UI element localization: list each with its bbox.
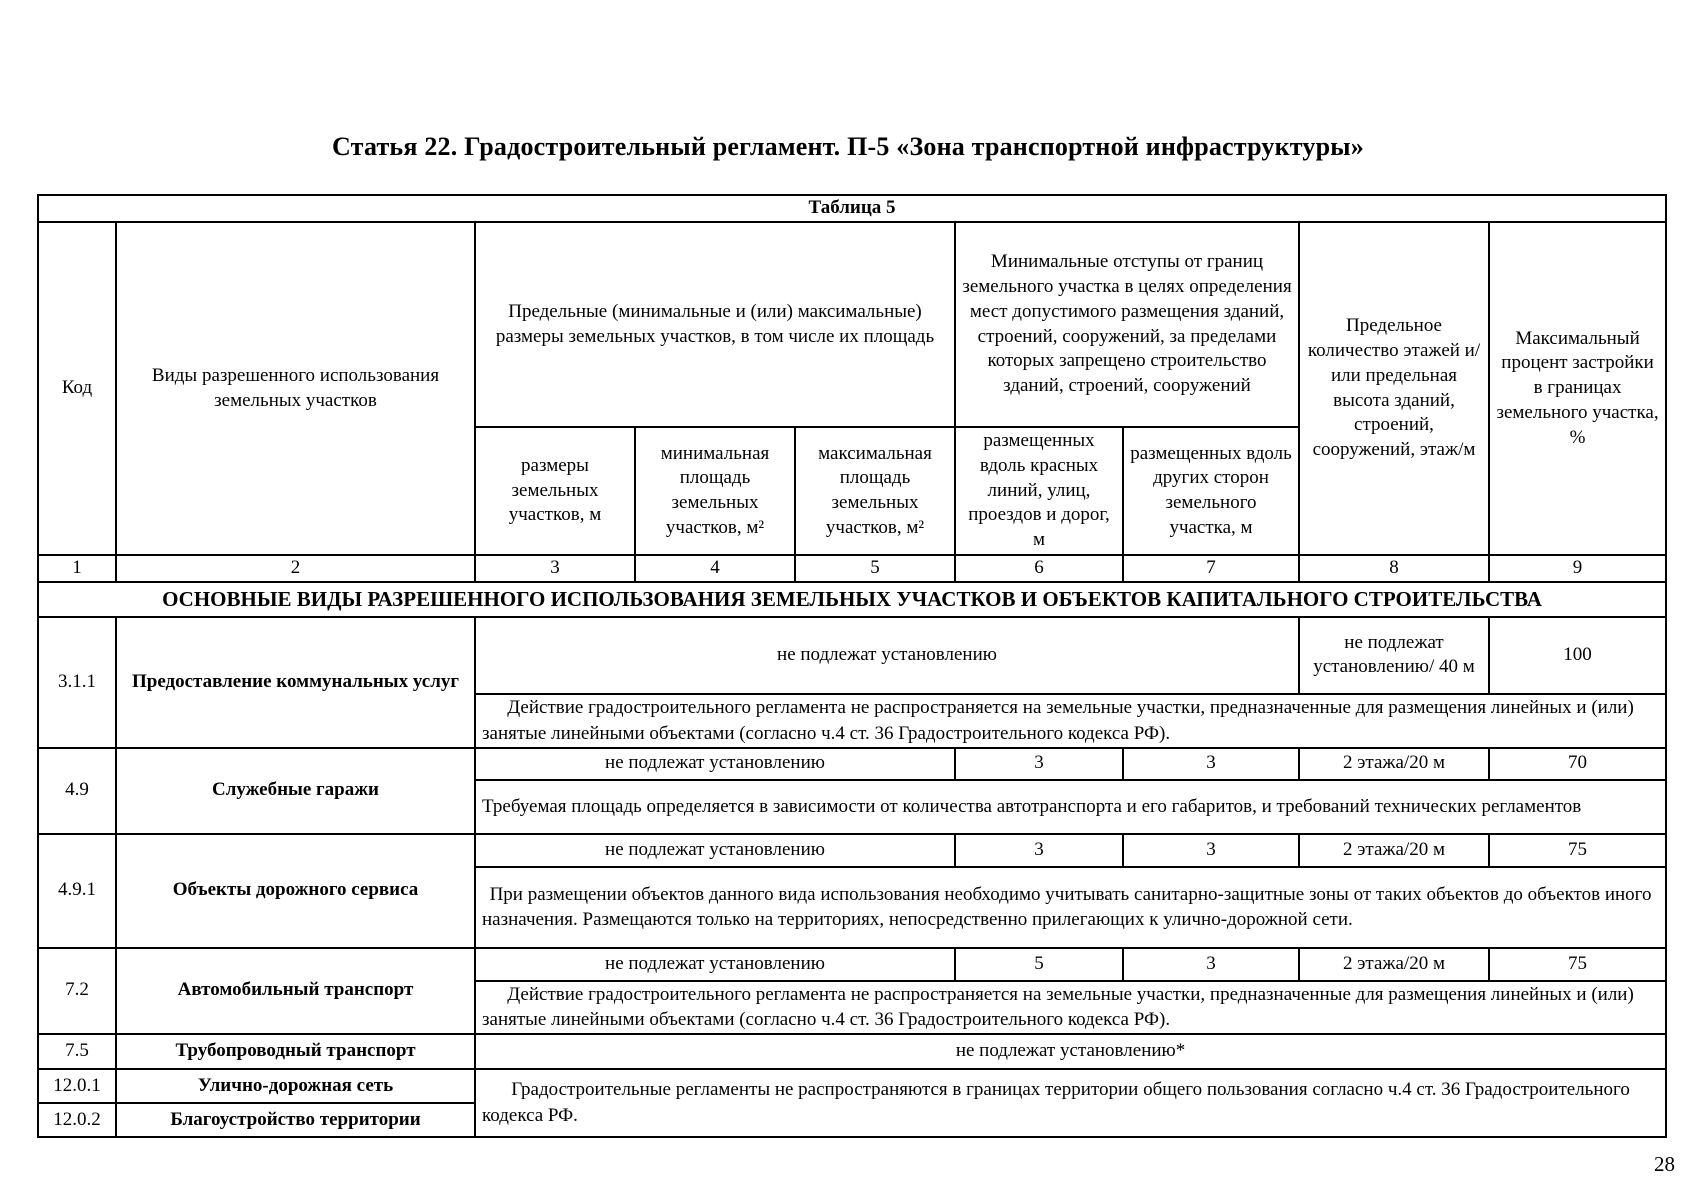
row-code: 4.9.1	[38, 834, 116, 948]
row-code: 7.5	[38, 1034, 116, 1069]
row-sizes: не подлежат установлению	[475, 748, 955, 780]
row-name: Благоустройство территории	[116, 1103, 475, 1137]
section-row	[38, 582, 1666, 617]
table-row	[38, 1069, 1666, 1103]
row-code: 12.0.2	[38, 1103, 116, 1137]
row-floors: 2 этажа/20 м	[1299, 748, 1489, 780]
row-sizes: не подлежат установлению	[475, 834, 955, 867]
header-coverage: Максимальный процент застройки в границах земельного участка, %	[1489, 222, 1666, 555]
row-value: не подлежат установлению*	[475, 1034, 1666, 1069]
row-name: Автомобильный транспорт	[116, 948, 475, 1034]
subheader-max-area: максимальная площадь земельных участков, м²	[795, 427, 955, 555]
column-number: 3	[475, 555, 635, 582]
row-name: Улично-дорожная сеть	[116, 1069, 475, 1103]
table-row	[38, 1034, 1666, 1069]
row-code: 3.1.1	[38, 617, 116, 748]
row-note: Требуемая площадь определяется в зависимости от количества автотранспорта и его габаритов, и требований технических регламентов	[475, 780, 1666, 834]
table-row	[38, 617, 1666, 694]
column-numbers-row	[38, 555, 1666, 582]
column-number: 5	[795, 555, 955, 582]
row-coverage: 75	[1489, 834, 1666, 867]
row-code: 4.9	[38, 748, 116, 834]
row-setback-other: 3	[1123, 834, 1299, 867]
row-name: Предоставление коммунальных услуг	[116, 617, 475, 748]
row-coverage: 100	[1489, 617, 1666, 694]
page-title: Статья 22. Градостроительный регламент. П-5 «Зона транспортной инфраструктуры»	[332, 132, 1364, 161]
header-permitted-use: Виды разрешенного использования земельных участков	[116, 222, 475, 555]
row-setback-other: 3	[1123, 748, 1299, 780]
column-number: 2	[116, 555, 475, 582]
row-code: 12.0.1	[38, 1069, 116, 1103]
header-setbacks: Минимальные отступы от границ земельного участка в целях определения мест допустимого размещения зданий, строений, сооружений, за пределами которых запрещено строительство зданий, строений, сооружений	[955, 222, 1299, 427]
row-floors: не подлежат установлению/ 40 м	[1299, 617, 1489, 694]
row-floors: 2 этажа/20 м	[1299, 834, 1489, 867]
row-setback-red: 5	[955, 948, 1123, 981]
table-row	[38, 948, 1666, 981]
row-coverage: 75	[1489, 948, 1666, 981]
column-number: 1	[38, 555, 116, 582]
row-sizes: не подлежат установлению	[475, 948, 955, 981]
subheader-min-area: минимальная площадь земельных участков, м²	[635, 427, 795, 555]
row-note: Градостроительные регламенты не распространяются в границах территории общего пользования согласно ч.4 ст. 36 Градостроительного кодекса РФ.	[475, 1069, 1666, 1137]
column-number: 4	[635, 555, 795, 582]
column-number: 9	[1489, 555, 1666, 582]
header-floors: Предельное количество этажей и/или предельная высота зданий, строений, сооружений, этаж/м	[1299, 222, 1489, 555]
header-code: Код	[38, 222, 116, 555]
row-sizes: не подлежат установлению	[475, 617, 1299, 694]
regulation-table	[37, 194, 1667, 1138]
row-setback-red: 3	[955, 748, 1123, 780]
row-note: При размещении объектов данного вида использования необходимо учитывать санитарно-защитные зоны от таких объектов до объектов иного назначения. Размещаются только на территориях, непосредственно прилегающих к улично-дорожной сети.	[475, 867, 1666, 948]
section-title: ОСНОВНЫЕ ВИДЫ РАЗРЕШЕННОГО ИСПОЛЬЗОВАНИЯ ЗЕМЕЛЬНЫХ УЧАСТКОВ И ОБЪЕКТОВ КАПИТАЛЬНОГО СТРОИТЕЛЬСТВА	[38, 582, 1666, 617]
table-label-row	[38, 195, 1666, 222]
subheader-setback-other-sides: размещенных вдоль других сторон земельного участка, м	[1123, 427, 1299, 555]
column-number: 7	[1123, 555, 1299, 582]
header-row-1	[38, 222, 1666, 427]
row-note: Действие градостроительного регламента не распространяется на земельные участки, предназначенные для размещения линейных и (или) занятые линейными объектами (согласно ч.4 ст. 36 Градостроительного кодекса РФ).	[475, 981, 1666, 1034]
row-setback-red: 3	[955, 834, 1123, 867]
row-name: Трубопроводный транспорт	[116, 1034, 475, 1069]
header-plot-sizes: Предельные (минимальные и (или) максимальные) размеры земельных участков, в том числе их площадь	[475, 222, 955, 427]
column-number: 6	[955, 555, 1123, 582]
table-row	[38, 748, 1666, 780]
subheader-setback-red-lines: размещенных вдоль красных линий, улиц, проездов и дорог, м	[955, 427, 1123, 555]
row-floors: 2 этажа/20 м	[1299, 948, 1489, 981]
column-number: 8	[1299, 555, 1489, 582]
row-coverage: 70	[1489, 748, 1666, 780]
page-number: 28	[1654, 1152, 1675, 1176]
row-name: Объекты дорожного сервиса	[116, 834, 475, 948]
subheader-plot-size: размеры земельных участков, м	[475, 427, 635, 555]
table-label: Таблица 5	[38, 195, 1666, 222]
row-name: Служебные гаражи	[116, 748, 475, 834]
row-note: Действие градостроительного регламента не распространяется на земельные участки, предназначенные для размещения линейных и (или) занятые линейными объектами (согласно ч.4 ст. 36 Градостроительного кодекса РФ).	[475, 694, 1666, 748]
row-code: 7.2	[38, 948, 116, 1034]
table-row	[38, 834, 1666, 867]
row-setback-other: 3	[1123, 948, 1299, 981]
